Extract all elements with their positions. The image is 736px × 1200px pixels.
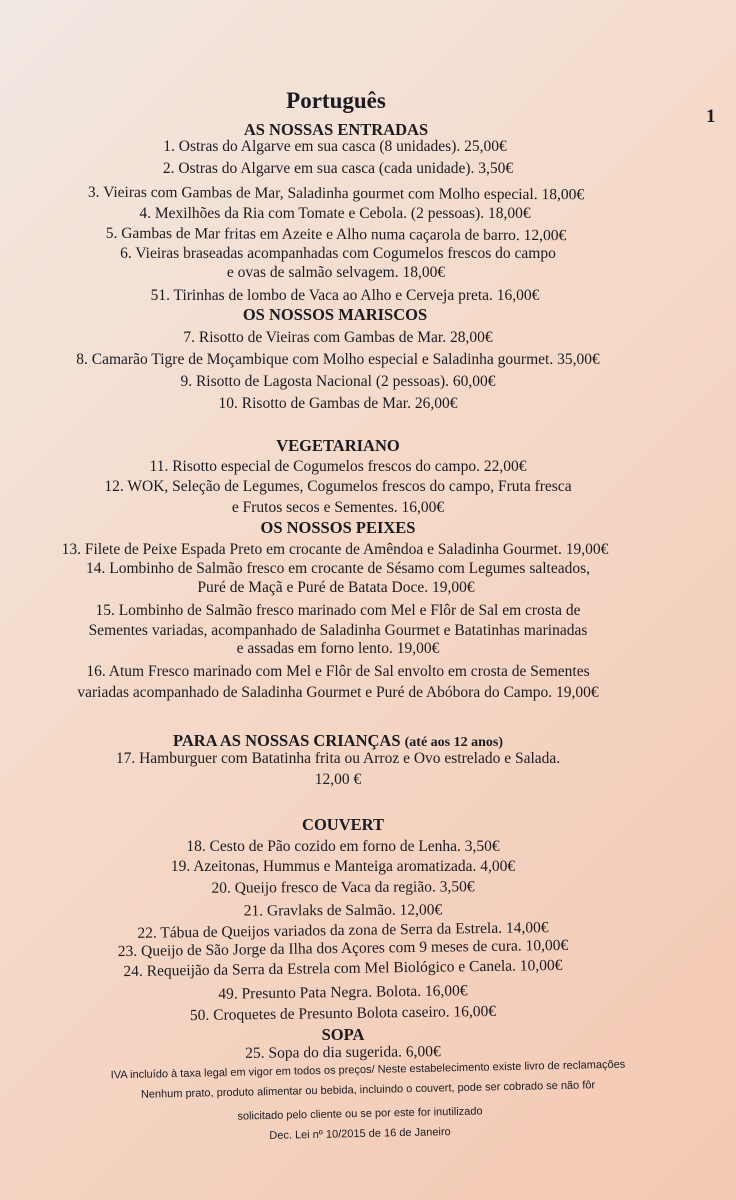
menu-item: 6. Vieiras braseadas acompanhadas com Cogumelos frescos do campo	[120, 245, 556, 262]
menu-item: 24. Requeijão da Serra da Estrela com Mel Biológico e Canela. 10,00€	[123, 956, 563, 981]
menu-item: 2. Ostras do Algarve em sua casca (cada unidade). 3,50€	[162, 160, 514, 177]
menu-item: 14. Lombinho de Salmão fresco em crocante de Sésamo com Legumes salteados,	[85, 560, 591, 577]
section-title-peixes: OS NOSSOS PEIXES	[260, 518, 416, 537]
menu-item: e ovas de salmão selvagem. 18,00€	[226, 264, 446, 281]
section-title-criancas-label: PARA AS NOSSAS CRIANÇAS	[172, 731, 401, 750]
menu-item: 51. Tirinhas de lombo de Vaca ao Alho e Cerveja preta. 16,00€	[150, 287, 540, 304]
section-title-mariscos: OS NOSSOS MARISCOS	[242, 305, 428, 324]
menu-item: e Frutos secos e Sementes. 16,00€	[231, 499, 445, 516]
menu-item: 21. Gravlaks de Salmão. 12,00€	[243, 901, 443, 920]
footer-line: Nenhum prato, produto alimentar ou bebida, incluindo o couvert, pode ser cobrado se não fôr	[140, 1079, 596, 1101]
menu-item: 16. Atum Fresco marinado com Mel e Flôr de Sal envolto em crosta de Sementes	[86, 663, 590, 680]
menu-item: 9. Risotto de Lagosta Nacional (2 pessoas). 60,00€	[180, 373, 496, 390]
menu-item: 3. Vieiras com Gambas de Mar, Saladinha gourmet com Molho especial. 18,00€	[87, 183, 585, 204]
menu-item: variadas acompanhado de Saladinha Gourmet e Puré de Abóbora do Campo. 19,00€	[77, 684, 599, 701]
menu-item: 1. Ostras do Algarve em sua casca (8 unidades). 25,00€	[163, 138, 507, 155]
menu-item: 4. Mexilhões da Ria com Tomate e Cebola. (2 pessoas). 18,00€	[139, 205, 531, 222]
footer-line: IVA incluído à taxa legal em vigor em todos os preços/ Neste estabelecimento existe livro de reclamações	[110, 1058, 626, 1082]
section-title-criancas	[0, 731, 676, 751]
menu-item: 22. Tábua de Queijos variados da zona de Serra da Estrela. 14,00€	[137, 919, 549, 942]
menu-item: 8. Camarão Tigre de Moçambique com Molho especial e Saladinha gourmet. 35,00€	[76, 351, 600, 368]
section-title-vegetariano: VEGETARIANO	[276, 436, 400, 455]
language-title: Português	[286, 88, 386, 113]
menu-item: 19. Azeitonas, Hummus e Manteiga aromatizada. 4,00€	[170, 858, 516, 875]
menu-item: 25. Sopa do dia sugerida. 6,00€	[245, 1043, 441, 1062]
menu-item: 11. Risotto especial de Cogumelos frescos do campo. 22,00€	[149, 458, 527, 475]
menu-item: 15. Lombinho de Salmão fresco marinado com Mel e Flôr de Sal em crosta de	[95, 602, 581, 619]
footer-line: Dec. Lei nº 10/2015 de 16 de Janeiro	[269, 1126, 451, 1142]
section-title-couvert: COUVERT	[302, 815, 384, 834]
menu-item: 10. Risotto de Gambas de Mar. 26,00€	[218, 395, 458, 412]
menu-item: 20. Queijo fresco de Vaca da região. 3,50€	[211, 878, 475, 897]
section-title-entradas: AS NOSSAS ENTRADAS	[243, 120, 429, 139]
menu-item: 12,00 €	[314, 771, 362, 788]
menu-item: 18. Cesto de Pão cozido em forno de Lenha. 3,50€	[186, 838, 500, 855]
menu-item: Sementes variadas, acompanhado de Saladinha Gourmet e Batatinhas marinadas	[88, 622, 588, 639]
page-number: 1	[706, 106, 716, 127]
menu-item: 50. Croquetes de Presunto Bolota caseiro. 16,00€	[189, 1002, 497, 1025]
menu-item: 13. Filete de Peixe Espada Preto em crocante de Amêndoa e Saladinha Gourmet. 19,00€	[61, 541, 609, 558]
menu-item: 12. WOK, Seleção de Legumes, Cogumelos frescos do campo, Fruta fresca	[104, 478, 572, 495]
menu-item: 17. Hamburguer com Batatinha frita ou Arroz e Ovo estrelado e Salada.	[115, 750, 561, 767]
section-title-sopa: SOPA	[321, 1025, 365, 1044]
menu-item: 7. Risotto de Vieiras com Gambas de Mar. 28,00€	[183, 329, 493, 346]
footer-line: solicitado pelo cliente ou se por este for inutilizado	[237, 1105, 483, 1123]
menu-item: 5. Gambas de Mar fritas em Azeite e Alho numa caçarola de barro. 12,00€	[105, 224, 567, 245]
menu-item: 23. Queijo de São Jorge da Ilha dos Açores com 9 meses de cura. 10,00€	[117, 936, 569, 961]
section-note-criancas: (até aos 12 anos)	[404, 735, 504, 750]
menu-item: e assadas em forno lento. 19,00€	[236, 640, 440, 657]
menu-item: Puré de Maçã e Puré de Batata Doce. 19,00€	[197, 579, 475, 596]
menu-item: 49. Presunto Pata Negra. Bolota. 16,00€	[218, 982, 468, 1003]
